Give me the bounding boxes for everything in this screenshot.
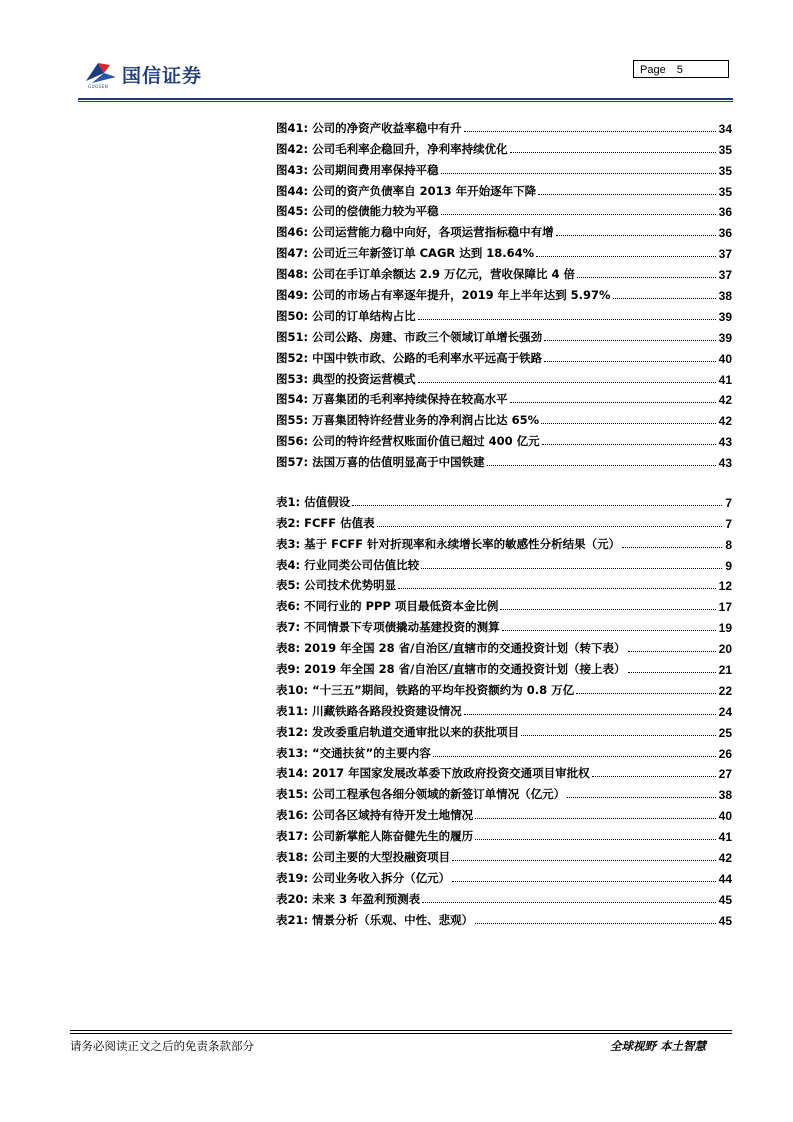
table-entry-label: 表11: (276, 703, 309, 718)
figure-entry-leader (418, 319, 716, 320)
figure-entry-leader (577, 277, 716, 278)
figure-entry-leader (613, 298, 716, 299)
table-entry-title: 估值假设 (304, 494, 351, 509)
figure-entry-page: 42 (718, 414, 732, 429)
figure-entry[interactable] (276, 115, 732, 136)
figure-entry-label: 图51: (276, 329, 309, 344)
table-entry-leader (452, 860, 716, 861)
table-entry[interactable] (276, 719, 732, 740)
table-entry-page: 38 (718, 788, 732, 803)
table-entry-leader (628, 672, 716, 673)
table-entry[interactable] (276, 886, 732, 907)
table-entry-leader (464, 714, 716, 715)
page-header (78, 54, 733, 104)
figure-entry-label: 图57: (276, 455, 309, 470)
table-entry-title: 公司新掌舵人陈奋健先生的履历 (312, 829, 474, 844)
header-divider (78, 98, 733, 100)
table-entry-page: 12 (718, 579, 732, 594)
footer-divider-thin (70, 1033, 732, 1034)
table-entry[interactable] (276, 844, 732, 865)
table-entry[interactable] (276, 614, 732, 635)
figure-entry-page: 36 (718, 205, 732, 220)
figure-entry-title: 法国万喜的估值明显高于中国铁建 (312, 455, 485, 470)
figure-entry-leader (542, 444, 716, 445)
table-entry-label: 表18: (276, 850, 309, 865)
table-entry-page: 17 (718, 600, 732, 615)
table-entry-leader (628, 651, 716, 652)
figure-entry-label: 图41: (276, 120, 309, 135)
table-entry-title: 发改委重启轨道交通审批以来的获批项目 (312, 724, 520, 739)
table-entry-leader (421, 568, 722, 569)
figure-entry-title: 中国中铁市政、公路的毛利率水平远高于铁路 (312, 350, 543, 365)
table-entry[interactable] (276, 552, 732, 573)
brand-sub: GUOSEN (88, 84, 109, 89)
figure-entry-page: 34 (718, 121, 732, 136)
figure-entry[interactable] (276, 324, 732, 345)
table-entry-page: 21 (718, 663, 732, 678)
table-entry-leader (452, 881, 716, 882)
figure-entry-leader (441, 214, 716, 215)
table-entry-title: 2019 年全国 28 省/自治区/直辖市的交通投资计划（接上表） (304, 662, 626, 677)
table-entry-page: 44 (718, 871, 732, 886)
table-entry-page: 26 (718, 746, 732, 761)
figure-entry-title: 公司的偿债能力较为平稳 (312, 204, 439, 219)
figure-entry-page: 37 (718, 247, 732, 262)
table-entry-label: 表1: (276, 494, 301, 509)
figure-entry[interactable] (276, 219, 732, 240)
table-entry[interactable] (276, 593, 732, 614)
footer-slogan: 全球视野 本土智慧 (610, 1039, 707, 1053)
table-entry-label: 表17: (276, 829, 309, 844)
figure-entry[interactable] (276, 449, 732, 470)
table-entry[interactable] (276, 761, 732, 782)
table-entry-label: 表6: (276, 599, 301, 614)
table-entry-title: 公司工程承包各细分领域的新签订单情况（亿元） (312, 787, 566, 802)
figure-entry-leader (487, 465, 716, 466)
figure-entry[interactable] (276, 345, 732, 366)
figure-entry-title: 公司期间费用率保持平稳 (312, 162, 439, 177)
figure-entry[interactable] (276, 178, 732, 199)
table-entry-title: 公司技术优势明显 (304, 578, 397, 593)
figure-entry[interactable] (276, 136, 732, 157)
table-entry[interactable] (276, 531, 732, 552)
figure-entry-title: 公司的净资产收益率稳中有升 (312, 120, 462, 135)
figure-entry-title: 万喜集团的毛利率持续保持在较高水平 (312, 392, 508, 407)
table-entry-label: 表9: (276, 662, 301, 677)
figure-entry-leader (541, 423, 716, 424)
table-entry-title: 行业同类公司估值比较 (304, 557, 420, 572)
footer-divider (70, 1030, 732, 1031)
guosen-logo (84, 57, 224, 91)
table-entry-label: 表12: (276, 724, 309, 739)
page-indicator (633, 60, 729, 78)
figure-entry-title: 公司的资产负债率自 2013 年开始逐年下降 (312, 183, 537, 198)
header-divider-thin (78, 101, 733, 102)
table-entry-title: 基于 FCFF 针对折现率和永续增长率的敏感性分析结果（元） (304, 536, 621, 551)
table-entry-page: 45 (718, 913, 732, 928)
figure-entry-leader (556, 235, 716, 236)
figure-entry-label: 图42: (276, 141, 309, 156)
table-entry-leader (475, 818, 716, 819)
table-entry-leader (592, 776, 716, 777)
figure-entry-title: 公司的特许经营权账面价值已超过 400 亿元 (312, 434, 540, 449)
figure-entry-leader (418, 382, 716, 383)
figure-entry-label: 图56: (276, 434, 309, 449)
table-entry-title: 不同行业的 PPP 项目最低资本金比例 (304, 599, 499, 614)
table-entry-page: 41 (718, 830, 732, 845)
table-entry-leader (433, 756, 716, 757)
figure-entry-page: 37 (718, 268, 732, 283)
figure-entry-label: 图50: (276, 308, 309, 323)
figure-entry-leader (538, 194, 716, 195)
table-entry-leader (352, 505, 722, 506)
figure-entry-page: 35 (718, 142, 732, 157)
table-entry-label: 表15: (276, 787, 309, 802)
table-entry-title: 公司业务收入拆分（亿元） (312, 870, 451, 885)
table-list (276, 489, 732, 928)
figure-entry-page: 43 (718, 456, 732, 471)
figure-entry-leader (441, 173, 716, 174)
table-entry-label: 表5: (276, 578, 301, 593)
table-entry-page: 9 (725, 558, 732, 573)
figure-entry-page: 42 (718, 393, 732, 408)
brand-name: 国信证券 (122, 65, 203, 87)
figure-entry[interactable] (276, 240, 732, 261)
figure-entry-leader (544, 361, 716, 362)
figure-entry-title: 公司运营能力稳中向好，各项运营指标稳中有增 (312, 225, 554, 240)
table-entry-label: 表13: (276, 745, 309, 760)
figure-entry-title: 公司的订单结构占比 (312, 308, 416, 323)
table-entry[interactable] (276, 781, 732, 802)
figure-entry-page: 36 (718, 226, 732, 241)
table-entry-leader (567, 797, 716, 798)
table-entry-label: 表14: (276, 766, 309, 781)
table-entry-label: 表16: (276, 808, 309, 823)
table-entry-title: 2017 年国家发展改革委下放政府投资交通项目审批权 (312, 766, 590, 781)
table-entry[interactable] (276, 510, 732, 531)
table-entry-leader (475, 839, 716, 840)
table-entry-page: 19 (718, 621, 732, 636)
figure-entry-label: 图55: (276, 413, 309, 428)
table-entry-label: 表4: (276, 557, 301, 572)
page-number: 5 (676, 64, 683, 76)
figure-entry[interactable] (276, 407, 732, 428)
table-entry-page: 22 (718, 683, 732, 698)
table-entry-leader (475, 923, 716, 924)
table-entry-page: 20 (718, 642, 732, 657)
table-entry-leader (500, 609, 715, 610)
figure-entry-label: 图46: (276, 225, 309, 240)
figure-entry-label: 图53: (276, 371, 309, 386)
figure-entry-leader (464, 131, 716, 132)
table-entry-leader (377, 526, 723, 527)
table-entry-label: 表20: (276, 891, 309, 906)
table-entry-title: 2019 年全国 28 省/自治区/直辖市的交通投资计划（转下表） (304, 641, 626, 656)
figure-entry-page: 38 (718, 289, 732, 304)
figure-entry-page: 43 (718, 435, 732, 450)
figure-entry[interactable] (276, 157, 732, 178)
table-entry[interactable] (276, 907, 732, 928)
table-entry[interactable] (276, 823, 732, 844)
table-entry-page: 7 (725, 516, 732, 531)
table-entry-title: 公司各区域持有待开发土地情况 (312, 808, 474, 823)
table-entry-title: “交通扶贫”的主要内容 (312, 745, 431, 760)
figure-entry-title: 公司公路、房建、市政三个领域订单增长强劲 (312, 329, 543, 344)
figure-entry-title: 万喜集团特许经营业务的净利润占比达 65% (312, 413, 540, 428)
figure-entry-label: 图43: (276, 162, 309, 177)
figure-entry-leader (510, 152, 716, 153)
figure-entry[interactable] (276, 199, 732, 220)
figure-entry-page: 35 (718, 184, 732, 199)
figure-entry[interactable] (276, 366, 732, 387)
figure-entry-page: 39 (718, 330, 732, 345)
table-entry-label: 表10: (276, 682, 309, 697)
figure-entry[interactable] (276, 261, 732, 282)
figure-entry[interactable] (276, 387, 732, 408)
figure-entry-label: 图49: (276, 288, 309, 303)
table-entry[interactable] (276, 865, 732, 886)
table-entry-leader (576, 693, 716, 694)
table-entry-label: 表2: (276, 515, 301, 530)
figure-entry-label: 图52: (276, 350, 309, 365)
figure-entry-title: 公司毛利率企稳回升，净利率持续优化 (312, 141, 508, 156)
table-entry-title: 未来 3 年盈利预测表 (312, 891, 421, 906)
table-entry-leader (398, 588, 716, 589)
figure-entry-title: 典型的投资运营模式 (312, 371, 416, 386)
table-entry-page: 42 (718, 851, 732, 866)
figure-entry-label: 图45: (276, 204, 309, 219)
figure-entry-title: 公司在手订单余额达 2.9 万亿元，营收保障比 4 倍 (312, 267, 575, 282)
table-entry-title: “十三五”期间，铁路的平均年投资额约为 0.8 万亿 (312, 682, 575, 697)
table-entry-title: 情景分析（乐观、中性、悲观） (312, 912, 474, 927)
figure-entry-label: 图44: (276, 183, 309, 198)
table-entry-label: 表8: (276, 641, 301, 656)
footer-disclaimer: 请务必阅读正文之后的免责条款部分 (70, 1039, 254, 1053)
table-entry[interactable] (276, 802, 732, 823)
table-entry[interactable] (276, 698, 732, 719)
table-entry-title: 不同情景下专项债撬动基建投资的测算 (304, 620, 500, 635)
figure-entry-page: 35 (718, 163, 732, 178)
table-entry-leader (502, 630, 716, 631)
table-entry[interactable] (276, 573, 732, 594)
figure-entry-leader (544, 340, 716, 341)
figure-entry-page: 39 (718, 309, 732, 324)
table-entry-page: 25 (718, 725, 732, 740)
figure-entry-title: 公司近三年新签订单 CAGR 达到 18.64% (312, 246, 535, 261)
table-entry-page: 27 (718, 767, 732, 782)
figure-list (276, 115, 732, 470)
figure-entry[interactable] (276, 428, 732, 449)
figure-entry[interactable] (276, 282, 732, 303)
guosen-logo-icon (84, 59, 118, 87)
table-entry-leader (521, 735, 716, 736)
figure-entry-page: 40 (718, 351, 732, 366)
table-entry-page: 40 (718, 809, 732, 824)
figure-entry-label: 图54: (276, 392, 309, 407)
table-entry-page: 8 (725, 537, 732, 552)
table-entry-page: 7 (725, 495, 732, 510)
table-entry[interactable] (276, 656, 732, 677)
page-label: Page (640, 64, 666, 76)
table-entry-title: 川藏铁路各路段投资建设情况 (312, 703, 462, 718)
table-entry-leader (622, 547, 722, 548)
table-entry-title: 公司主要的大型投融资项目 (312, 850, 451, 865)
figure-entry-page: 41 (718, 372, 732, 387)
table-entry[interactable] (276, 677, 732, 698)
figure-entry-title: 公司的市场占有率逐年提升，2019 年上半年达到 5.97% (312, 288, 611, 303)
table-entry[interactable] (276, 489, 732, 510)
table-entry-page: 24 (718, 704, 732, 719)
figure-entry[interactable] (276, 303, 732, 324)
table-entry-label: 表3: (276, 536, 301, 551)
figure-entry-leader (536, 256, 715, 257)
table-entry-label: 表19: (276, 870, 309, 885)
figure-entry-label: 图47: (276, 246, 309, 261)
table-entry-label: 表21: (276, 912, 309, 927)
table-entry[interactable] (276, 635, 732, 656)
figure-entry-label: 图48: (276, 267, 309, 282)
table-entry-leader (422, 902, 716, 903)
figure-entry-leader (510, 402, 716, 403)
table-entry-label: 表7: (276, 620, 301, 635)
table-entry[interactable] (276, 740, 732, 761)
table-entry-title: FCFF 估值表 (304, 515, 375, 530)
table-entry-page: 45 (718, 892, 732, 907)
